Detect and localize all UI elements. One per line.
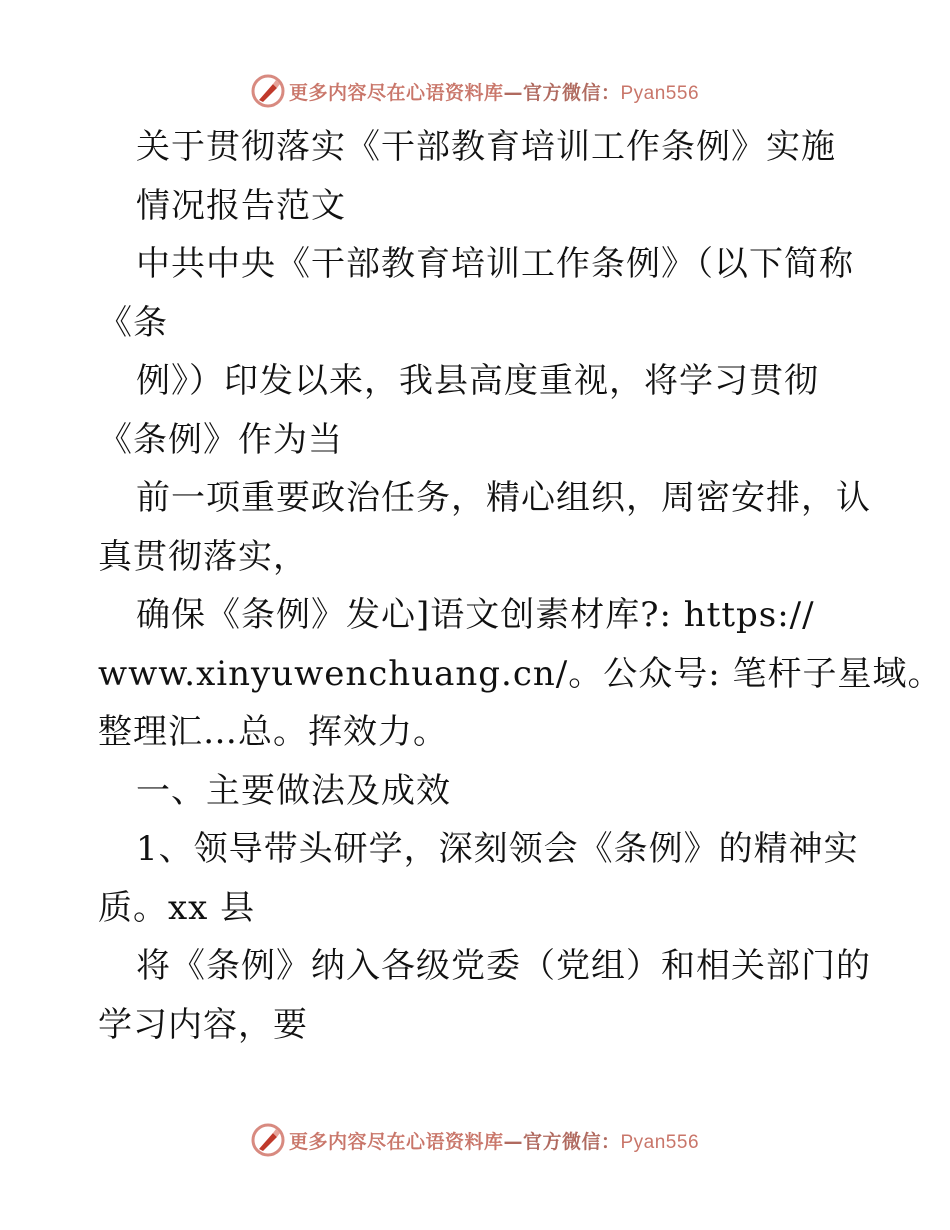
banner-wechat-label: —官方微信： [503, 1130, 621, 1153]
banner-caption [289, 78, 699, 105]
banner-wechat-label: —官方微信： [503, 81, 621, 104]
text-line: 整理汇…总。挥效力。 [98, 712, 448, 752]
text-line: 中共中央《干部教育培训工作条例》（以下简称 [136, 244, 854, 284]
text-line: 例》）印发以来，我县高度重视，将学习贯彻 [136, 361, 819, 401]
text-line: 一、主要做法及成效 [136, 770, 451, 811]
banner-main-text: 更多内容尽在心语资料库 [288, 81, 504, 104]
banner-wechat-id: Pyan556 [620, 1131, 700, 1153]
header-banner [0, 71, 950, 111]
text-line: 将《条例》纳入各级党委（党组）和相关部门的 [136, 946, 871, 986]
banner-main-text: 更多内容尽在心语资料库 [288, 1130, 504, 1153]
text-line: 真贯彻落实， [98, 536, 308, 577]
text-line: 确保《条例》发心]语文创素材库?: https:// [136, 595, 815, 635]
text-line: 《条 [98, 302, 168, 343]
banner-caption [289, 1127, 699, 1154]
text-line: 学习内容，要 [98, 1004, 308, 1045]
text-line: www.xinyuwenchuang.cn/。公众号: 笔杆子星域。 [98, 653, 943, 694]
text-line: 关于贯彻落实《干部教育培训工作条例》实施 [136, 127, 836, 167]
text-line: 《条例》作为当 [98, 419, 343, 460]
text-line: 前一项重要政治任务，精心组织，周密安排，认 [136, 478, 871, 518]
footer-banner [0, 1120, 950, 1160]
banner-wechat-id: Pyan556 [620, 82, 700, 104]
document-body [98, 118, 943, 1054]
text-line: 质。xx 县 [98, 887, 256, 928]
text-line: 情况报告范文 [136, 185, 346, 226]
text-line: 1、领导带头研学，深刻领会《条例》的精神实 [136, 829, 859, 869]
pen-logo-icon [251, 74, 285, 108]
pen-logo-icon [251, 1123, 285, 1157]
